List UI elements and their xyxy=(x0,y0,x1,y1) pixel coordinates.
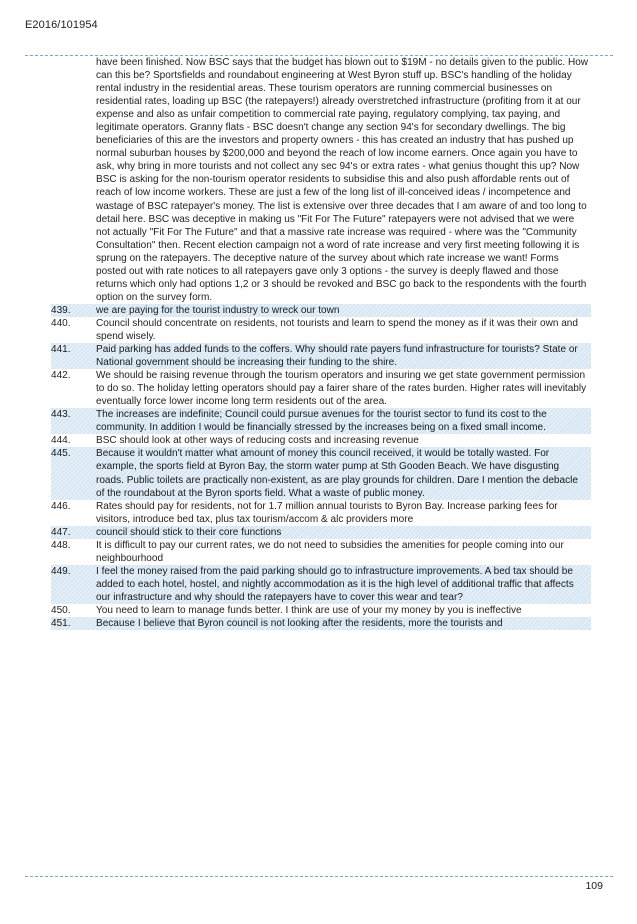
response-text: It is difficult to pay our current rates, we do not need to subsidies the amenities for people coming into our neighbourhood xyxy=(96,539,564,564)
response-text: Because I believe that Byron council is not looking after the residents, more the tourists and xyxy=(96,618,503,630)
response-row xyxy=(51,526,591,539)
response-number: 450. xyxy=(51,604,71,616)
response-number: 448. xyxy=(51,539,71,551)
response-text: Council should concentrate on residents, not tourists and learn to spend the money as if it was their own and spend wisely. xyxy=(96,317,578,342)
response-text: have been finished. Now BSC says that the budget has blown out to $19M - no details given to the public. How can this be? Sportsfields and roundabout engineering at West Byron stuff up. BSC's handling of the holiday rental industry in the residential areas. These tourism operators are running commercial businesses on residential rates, loading up BSC (the ratepayers!) already overstretched infrastructure (profiting from it at our expense and also as unfair competition to commercial rate paying, regulatory complying, tax paying, and legitimate operators. Granny flats - BSC doesn't change any section 94's for secondary dwellings. The big beneficiaries of this are the investors and property owners - this has created an industry that has pushed up normal suburban houses by $200,000 and beyond the reach of low income earners. Once again you have to ask, why bring in more tourists and not collect any sec 94's or extra rates - what genius thought this up? Now BSC is asking for the non-tourism operator residents to subsidise this and also push affordable rents out of reach of low income workers. These are just a few of the long list of ill-conceived ideas / incompetence and wastage of BSC ratepayer's money. The list is extensive over three decades that I am aware of and too long to detail here. BSC was deceptive in making us "Fit For The Future" ratepayers were not advised that we were not actually "Fit For The Future" and that a massive rate increase was required - where was the "Community Consultation" then. Recent election campaign not a word of rate increase and very first meeting following it is sprung on the ratepayers. The deceptive nature of the survey about which rate increase we want! Forms posted out with rate notices to all ratepayers gave only 3 options - the survey is deeply flawed and those returns which only had options 1,2 or 3 should be revoked and BSC go back to the respondents with the fourth option on the survey form. xyxy=(96,57,589,303)
response-number: 451. xyxy=(51,618,71,630)
response-row xyxy=(51,408,591,434)
response-row xyxy=(51,539,591,565)
response-number: 439. xyxy=(51,304,71,316)
response-row xyxy=(51,604,591,617)
response-row xyxy=(51,369,591,408)
footer-rule xyxy=(25,876,613,877)
response-text: we are paying for the tourist industry to wreck our town xyxy=(96,304,340,316)
response-row xyxy=(51,500,591,526)
response-row xyxy=(51,304,591,317)
response-number: 440. xyxy=(51,317,71,329)
response-row xyxy=(51,343,591,369)
response-text: council should stick to their core functions xyxy=(96,526,282,538)
page-number: 109 xyxy=(585,880,603,892)
document-id: E2016/101954 xyxy=(25,19,98,31)
response-row xyxy=(51,317,591,343)
response-number: 441. xyxy=(51,344,71,356)
response-text: I feel the money raised from the paid parking should go to infrastructure improvements. A bed tax should be added to each hotel, hostel, and nightly accommodation as it is the high level of additional traffic that affects our infrastructure and why should the ratepayers have to cover this wear and tear? xyxy=(96,565,574,603)
response-text: BSC should look at other ways of reducing costs and increasing revenue xyxy=(96,435,419,447)
response-text: Paid parking has added funds to the coffers. Why should rate payers fund infrastructure for tourists? State or National government should be increasing their funding to the shire. xyxy=(96,344,578,369)
response-row xyxy=(51,617,591,630)
response-row xyxy=(51,565,591,604)
response-text: The increases are indefinite; Council could pursue avenues for the tourist sector to fund its cost to the community. In addition I would be financially stressed by the increases being on a fixed small income. xyxy=(96,409,547,434)
response-number: 442. xyxy=(51,370,71,382)
response-number: 449. xyxy=(51,565,71,577)
response-text: You need to learn to manage funds better. I think are use of your my money by you is ineffective xyxy=(96,604,522,616)
response-number: 445. xyxy=(51,448,71,460)
response-number: 447. xyxy=(51,526,71,538)
response-row xyxy=(51,434,591,447)
response-row xyxy=(51,56,591,304)
response-row xyxy=(51,447,591,499)
response-number: 446. xyxy=(51,500,71,512)
response-list xyxy=(51,56,591,630)
response-text: Because it wouldn't matter what amount of money this council received, it would be totally wasted. For example, the sports field at Byron Bay, the storm water pump at Sth Gooden Beach. We have disgusting roads. Public toilets are practically non-existent, as are play grounds for children. Dare I mention the debacle of the roundabout at the Byron sports field. What a waste of public money. xyxy=(96,448,578,499)
response-number xyxy=(51,56,96,304)
response-number: 443. xyxy=(51,409,71,421)
response-number: 444. xyxy=(51,435,71,447)
response-text: We should be raising revenue through the tourism operators and insuring we get state government permission to do so. The holiday letting operators should pay a fairer share of the rates burden. Higher rates will inevitably eventually force lower income long term residents out of the area. xyxy=(96,370,587,408)
response-text: Rates should pay for residents, not for 1.7 million annual tourists to Byron Bay. Increase parking fees for visitors, introduce bed tax, plus tax tourism/accom & alc providers more xyxy=(96,500,558,525)
